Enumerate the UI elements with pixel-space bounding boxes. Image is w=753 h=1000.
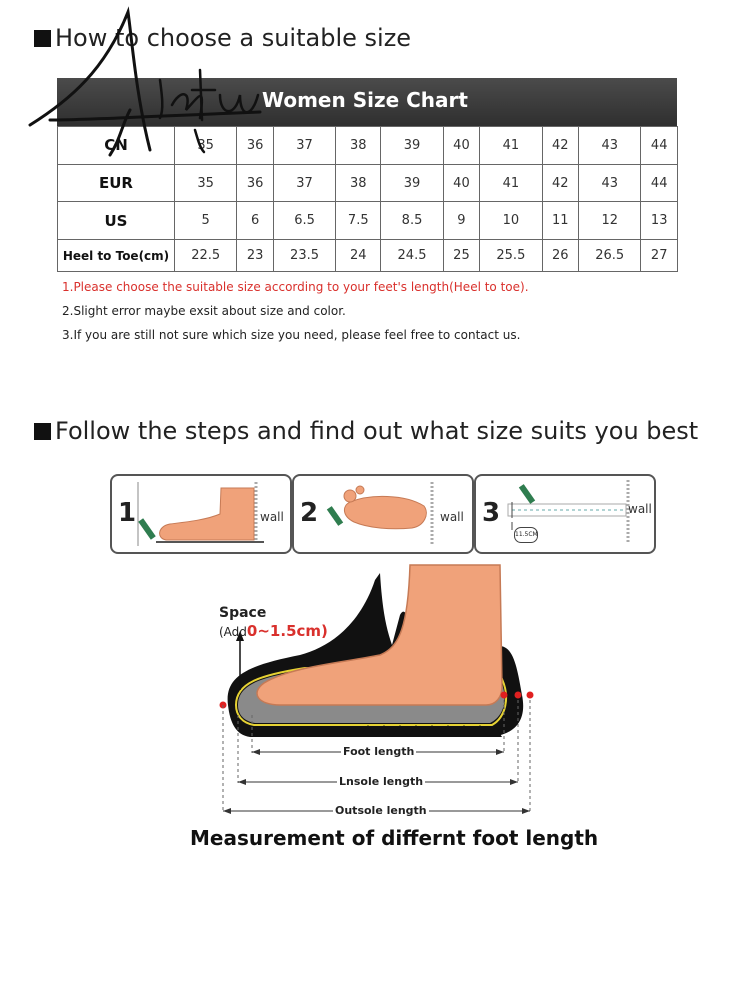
space-add-prefix: (Add <box>219 625 247 639</box>
table-cell: 38 <box>336 127 381 165</box>
heading-text: How to choose a suitable size <box>55 24 412 52</box>
table-cell: 24.5 <box>381 240 443 272</box>
signature-watermark <box>10 0 280 160</box>
row-label: CN <box>58 127 175 165</box>
square-bullet-icon <box>34 423 51 440</box>
insole-length-label: Lnsole length <box>339 775 424 788</box>
table-cell: 25 <box>443 240 480 272</box>
table-cell: 6 <box>237 202 274 240</box>
step-1-panel <box>110 474 292 554</box>
diagram-caption: Measurement of differnt foot length <box>190 826 599 850</box>
wall-label: wall <box>628 502 652 516</box>
table-row <box>58 164 678 202</box>
table-cell: 9 <box>443 202 480 240</box>
space-label: Space <box>219 605 267 621</box>
note-3: 3.If you are still not sure which size you need, please feel free to contact us. <box>62 328 521 342</box>
foot-side-illustration <box>136 480 266 548</box>
table-cell: 13 <box>641 202 678 240</box>
wall-label: wall <box>260 510 284 524</box>
table-cell: 38 <box>336 164 381 202</box>
table-cell: 37 <box>273 127 335 165</box>
space-add-label <box>219 622 328 640</box>
row-label: Heel to Toe(cm) <box>58 240 175 272</box>
table-cell: 8.5 <box>381 202 443 240</box>
table-row <box>58 202 678 240</box>
chart-title: Women Size Chart <box>262 88 468 112</box>
note-2: 2.Slight error maybe exsit about size and color. <box>62 304 346 318</box>
step-number: 3 <box>482 498 501 528</box>
row-label: US <box>58 202 175 240</box>
table-cell: 39 <box>381 127 443 165</box>
table-cell: 40 <box>443 127 480 165</box>
table-cell: 24 <box>336 240 381 272</box>
note-1: 1.Please choose the suitable size according to your feet's length(Heel to toe). <box>62 280 529 294</box>
wall-label: wall <box>440 510 464 524</box>
space-add-value: 0~1.5cm) <box>246 622 328 640</box>
table-row <box>58 240 678 272</box>
table-cell: 39 <box>381 164 443 202</box>
table-cell: 42 <box>542 164 579 202</box>
table-cell: 44 <box>641 127 678 165</box>
table-cell: 23.5 <box>273 240 335 272</box>
row-label: EUR <box>58 164 175 202</box>
table-cell: 44 <box>641 164 678 202</box>
table-cell: 23 <box>237 240 274 272</box>
table-cell: 25.5 <box>480 240 542 272</box>
table-cell: 35 <box>175 127 237 165</box>
table-cell: 43 <box>579 164 641 202</box>
foot-top-illustration <box>320 482 436 548</box>
table-cell: 12 <box>579 202 641 240</box>
table-cell: 10 <box>480 202 542 240</box>
ruler-tag: 11.5CM <box>514 527 538 543</box>
table-cell: 43 <box>579 127 641 165</box>
step-2-panel <box>292 474 474 554</box>
foot-length-label: Foot length <box>343 745 415 758</box>
table-cell: 41 <box>480 127 542 165</box>
table-cell: 26 <box>542 240 579 272</box>
table-cell: 5 <box>175 202 237 240</box>
table-cell: 22.5 <box>175 240 237 272</box>
table-cell: 37 <box>273 164 335 202</box>
heading-text: Follow the steps and find out what size suits you best <box>55 417 699 445</box>
table-cell: 11 <box>542 202 579 240</box>
table-cell: 36 <box>237 127 274 165</box>
step-3-panel <box>474 474 656 554</box>
table-cell: 42 <box>542 127 579 165</box>
table-cell: 7.5 <box>336 202 381 240</box>
table-cell: 36 <box>237 164 274 202</box>
table-cell: 6.5 <box>273 202 335 240</box>
step-number: 2 <box>300 498 319 528</box>
step-number: 1 <box>118 498 137 528</box>
section-heading-steps <box>34 417 698 445</box>
table-cell: 35 <box>175 164 237 202</box>
table-cell: 26.5 <box>579 240 641 272</box>
table-cell: 27 <box>641 240 678 272</box>
table-cell: 40 <box>443 164 480 202</box>
table-cell: 41 <box>480 164 542 202</box>
outsole-length-label: Outsole length <box>335 804 427 817</box>
